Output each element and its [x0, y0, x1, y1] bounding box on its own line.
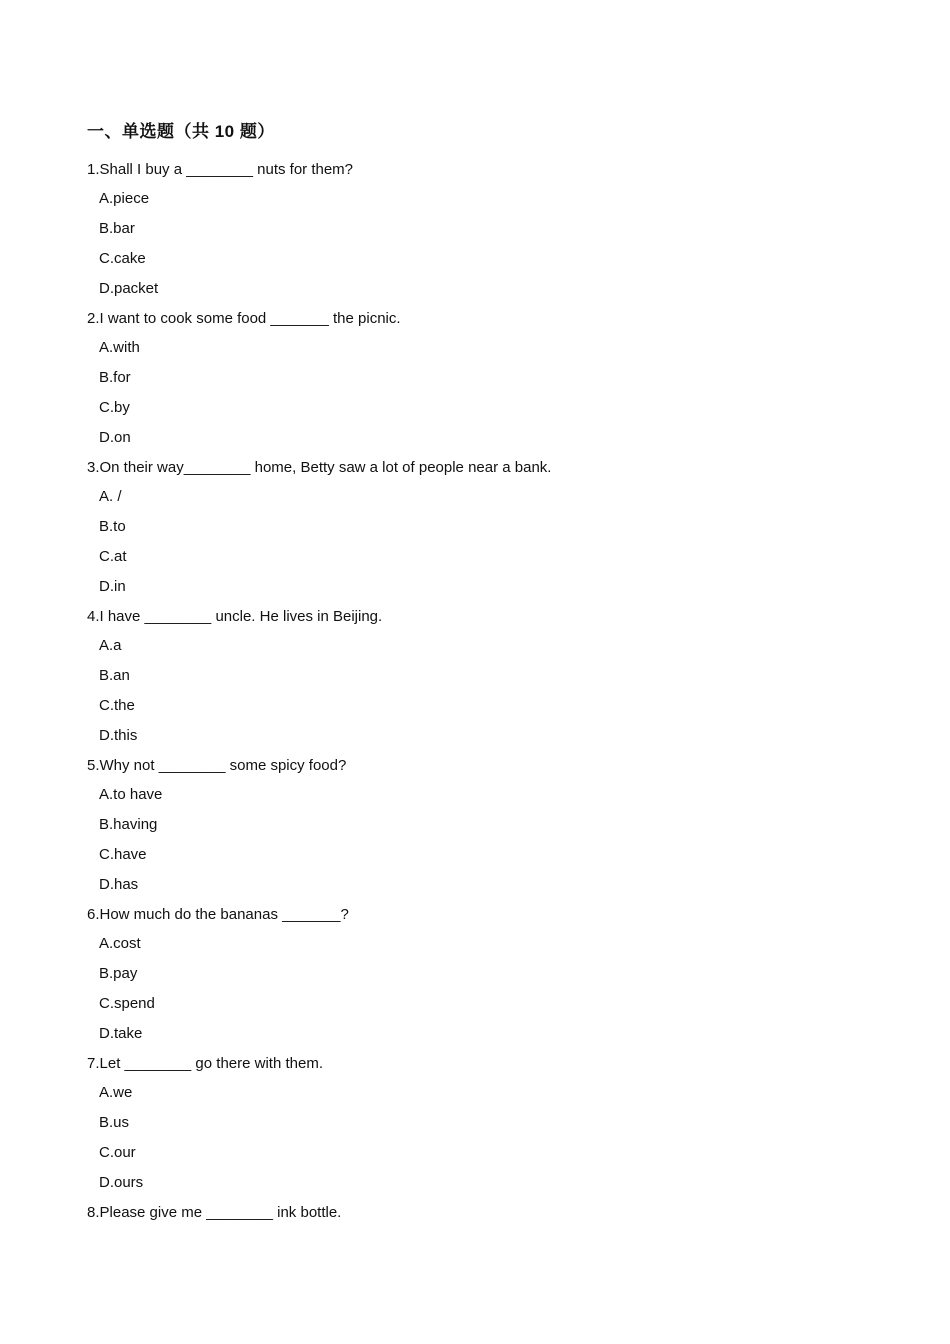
option-a: A.we [99, 1084, 133, 1101]
option-a: A.cost [99, 935, 141, 952]
question-7 [87, 1049, 887, 1198]
question-stem: 6.How much do the bananas _______? [87, 906, 349, 923]
option-b: B.for [99, 369, 131, 386]
question-4 [87, 602, 887, 751]
option-c: C.spend [99, 995, 155, 1012]
question-stem: 1.Shall I buy a ________ nuts for them? [87, 161, 354, 178]
question-3 [87, 453, 887, 602]
option-c: C.the [99, 697, 135, 714]
question-stem: 8.Please give me ________ ink bottle. [87, 1204, 342, 1221]
section-title: 一、单选题（共 10 题） [87, 122, 275, 141]
question-stem: 7.Let ________ go there with them. [87, 1055, 324, 1072]
option-c: C.cake [99, 250, 146, 267]
option-a: A.piece [99, 190, 150, 207]
option-c: C.by [99, 399, 130, 416]
question-stem: 2.I want to cook some food _______ the picnic. [87, 310, 401, 327]
option-b: B.bar [99, 220, 135, 237]
question-list [87, 155, 887, 1227]
option-b: B.to [99, 518, 126, 535]
option-a: A. / [99, 488, 122, 505]
option-a: A.a [99, 637, 122, 654]
option-d: D.on [99, 429, 131, 446]
option-c: C.have [99, 846, 147, 863]
question-stem: 5.Why not ________ some spicy food? [87, 757, 347, 774]
question-5 [87, 751, 887, 900]
option-d: D.this [99, 727, 138, 744]
option-a: A.with [99, 339, 140, 356]
option-d: D.has [99, 876, 139, 893]
option-c: C.our [99, 1144, 136, 1161]
option-d: D.in [99, 578, 126, 595]
question-2 [87, 304, 887, 453]
option-d: D.ours [99, 1174, 144, 1191]
option-d: D.take [99, 1025, 143, 1042]
option-b: B.pay [99, 965, 138, 982]
question-8 [87, 1198, 887, 1227]
option-b: B.an [99, 667, 130, 684]
option-b: B.us [99, 1114, 130, 1131]
question-stem: 4.I have ________ uncle. He lives in Beijing. [87, 608, 383, 625]
option-a: A.to have [99, 786, 163, 803]
question-6 [87, 900, 887, 1049]
option-b: B.having [99, 816, 158, 833]
question-stem: 3.On their way________ home, Betty saw a lot of people near a bank. [87, 459, 552, 476]
question-1 [87, 155, 887, 304]
option-d: D.packet [99, 280, 159, 297]
option-c: C.at [99, 548, 127, 565]
